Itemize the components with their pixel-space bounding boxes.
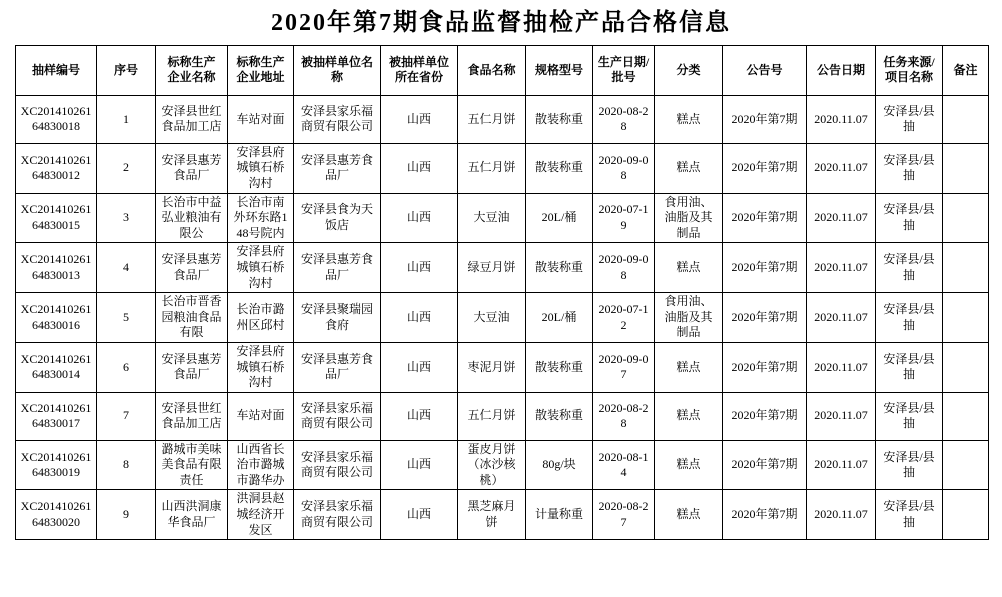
table-cell: 长治市南外环东路148号院内: [228, 193, 294, 243]
table-cell: 山西: [381, 193, 458, 243]
table-cell: 2: [97, 143, 156, 193]
page-title: 2020年第7期食品监督抽检产品合格信息: [271, 10, 731, 36]
table-row: [16, 293, 989, 343]
table-cell: XC20141026164830020: [16, 490, 97, 540]
table-cell: [943, 193, 989, 243]
table-cell: 洪洞县赵城经济开发区: [228, 490, 294, 540]
column-header-producer-name: 标称生产企业名称: [156, 45, 228, 95]
table-cell: 2020年第7期: [723, 490, 807, 540]
table-cell: XC20141026164830014: [16, 342, 97, 392]
table-cell: 安泽县/县抽: [876, 193, 943, 243]
table-cell: XC20141026164830018: [16, 95, 97, 143]
column-header-sampled-unit: 被抽样单位名称: [294, 45, 381, 95]
table-cell: 散装称重: [526, 143, 593, 193]
table-cell: 山西: [381, 342, 458, 392]
table-row: [16, 440, 989, 490]
table-row: [16, 243, 989, 293]
column-header-category: 分类: [655, 45, 723, 95]
table-cell: 糕点: [655, 95, 723, 143]
table-cell: 安泽县家乐福商贸有限公司: [294, 440, 381, 490]
table-cell: 安泽县/县抽: [876, 440, 943, 490]
table-cell: 糕点: [655, 143, 723, 193]
column-header-province: 被抽样单位所在省份: [381, 45, 458, 95]
table-cell: 2020年第7期: [723, 95, 807, 143]
table-cell: 车站对面: [228, 392, 294, 440]
table-cell: [943, 342, 989, 392]
table-cell: 绿豆月饼: [458, 243, 526, 293]
table-cell: 2020年第7期: [723, 342, 807, 392]
table-cell: 2020-08-28: [593, 392, 655, 440]
table-cell: 2020-09-08: [593, 243, 655, 293]
table-cell: 散装称重: [526, 392, 593, 440]
table-cell: 安泽县/县抽: [876, 243, 943, 293]
table-cell: 安泽县世红食品加工店: [156, 392, 228, 440]
column-header-serial-number: 序号: [97, 45, 156, 95]
table-cell: 五仁月饼: [458, 143, 526, 193]
column-header-announcement-no: 公告号: [723, 45, 807, 95]
table-row: [16, 392, 989, 440]
table-cell: 2020.11.07: [807, 342, 876, 392]
column-header-spec-model: 规格型号: [526, 45, 593, 95]
table-cell: 车站对面: [228, 95, 294, 143]
table-cell: 安泽县惠芳食品厂: [294, 342, 381, 392]
table-cell: 大豆油: [458, 293, 526, 343]
table-cell: 山西: [381, 490, 458, 540]
table-cell: 4: [97, 243, 156, 293]
table-cell: 散装称重: [526, 243, 593, 293]
table-cell: 安泽县/县抽: [876, 293, 943, 343]
table-cell: 蛋皮月饼（冰沙核桃）: [458, 440, 526, 490]
table-cell: 安泽县/县抽: [876, 143, 943, 193]
table-cell: 2020.11.07: [807, 293, 876, 343]
table-cell: XC20141026164830013: [16, 243, 97, 293]
table-cell: 安泽县惠芳食品厂: [294, 143, 381, 193]
table-cell: XC20141026164830019: [16, 440, 97, 490]
table-cell: 2020.11.07: [807, 243, 876, 293]
column-header-producer-address: 标称生产企业地址: [228, 45, 294, 95]
table-row: [16, 193, 989, 243]
column-header-food-name: 食品名称: [458, 45, 526, 95]
header-row: [16, 45, 989, 95]
table-cell: 安泽县府城镇石桥沟村: [228, 143, 294, 193]
table-cell: 五仁月饼: [458, 392, 526, 440]
table-cell: 2020-08-27: [593, 490, 655, 540]
table-cell: 20L/桶: [526, 193, 593, 243]
table-cell: XC20141026164830017: [16, 392, 97, 440]
table-cell: 2020-09-08: [593, 143, 655, 193]
table-cell: 3: [97, 193, 156, 243]
table-cell: 食用油、油脂及其制品: [655, 293, 723, 343]
table-cell: XC20141026164830012: [16, 143, 97, 193]
table-row: [16, 95, 989, 143]
table-cell: 长治市中益弘业粮油有限公: [156, 193, 228, 243]
table-cell: 2020-08-14: [593, 440, 655, 490]
table-cell: 山西: [381, 243, 458, 293]
table-cell: 黑芝麻月饼: [458, 490, 526, 540]
table-cell: 计量称重: [526, 490, 593, 540]
table-cell: [943, 143, 989, 193]
column-header-task-source: 任务来源/项目名称: [876, 45, 943, 95]
table-cell: 食用油、油脂及其制品: [655, 193, 723, 243]
column-header-production-date: 生产日期/批号: [593, 45, 655, 95]
table-cell: 安泽县府城镇石桥沟村: [228, 342, 294, 392]
table-cell: 糕点: [655, 243, 723, 293]
table-cell: 安泽县世红食品加工店: [156, 95, 228, 143]
table-cell: 枣泥月饼: [458, 342, 526, 392]
column-header-announcement-date: 公告日期: [807, 45, 876, 95]
table-header: [16, 45, 989, 95]
table-cell: 2020年第7期: [723, 293, 807, 343]
table-cell: 5: [97, 293, 156, 343]
column-header-sample-id: 抽样编号: [16, 45, 97, 95]
table-cell: 山西: [381, 143, 458, 193]
table-cell: 潞城市美味美食品有限责任: [156, 440, 228, 490]
table-cell: 2020.11.07: [807, 490, 876, 540]
table-cell: 9: [97, 490, 156, 540]
table-cell: 山西: [381, 392, 458, 440]
table-cell: 2020年第7期: [723, 143, 807, 193]
table-row: [16, 143, 989, 193]
table-cell: 散装称重: [526, 95, 593, 143]
table-cell: 长治市潞州区邱村: [228, 293, 294, 343]
inspection-results-table: [15, 45, 989, 540]
table-cell: 安泽县惠芳食品厂: [156, 342, 228, 392]
table-cell: 安泽县府城镇石桥沟村: [228, 243, 294, 293]
table-cell: XC20141026164830015: [16, 193, 97, 243]
table-cell: [943, 490, 989, 540]
table-cell: 安泽县家乐福商贸有限公司: [294, 392, 381, 440]
table-cell: [943, 293, 989, 343]
table-cell: 6: [97, 342, 156, 392]
table-row: [16, 342, 989, 392]
table-cell: [943, 440, 989, 490]
table-cell: 安泽县聚瑞园食府: [294, 293, 381, 343]
table-cell: 糕点: [655, 342, 723, 392]
table-cell: 安泽县/县抽: [876, 392, 943, 440]
table-cell: 1: [97, 95, 156, 143]
table-cell: 长治市晋香园粮油食品有限: [156, 293, 228, 343]
table-cell: 安泽县家乐福商贸有限公司: [294, 490, 381, 540]
table-cell: 2020年第7期: [723, 440, 807, 490]
table-cell: 2020年第7期: [723, 193, 807, 243]
table-cell: 五仁月饼: [458, 95, 526, 143]
table-cell: 山西省长治市潞城市潞华办: [228, 440, 294, 490]
table-cell: 7: [97, 392, 156, 440]
table-cell: 大豆油: [458, 193, 526, 243]
table-cell: 2020.11.07: [807, 193, 876, 243]
table-cell: 2020-07-12: [593, 293, 655, 343]
table-cell: 安泽县家乐福商贸有限公司: [294, 95, 381, 143]
table-cell: 安泽县/县抽: [876, 490, 943, 540]
table-cell: 2020-08-28: [593, 95, 655, 143]
table-cell: 山西: [381, 293, 458, 343]
table-cell: 糕点: [655, 392, 723, 440]
table-cell: 糕点: [655, 490, 723, 540]
table-cell: 2020-09-07: [593, 342, 655, 392]
table-row: [16, 490, 989, 540]
table-cell: 2020.11.07: [807, 392, 876, 440]
table-cell: 山西洪洞康华食品厂: [156, 490, 228, 540]
table-cell: 2020.11.07: [807, 440, 876, 490]
table-cell: 2020年第7期: [723, 392, 807, 440]
table-cell: [943, 95, 989, 143]
table-cell: 安泽县惠芳食品厂: [294, 243, 381, 293]
table-cell: 2020.11.07: [807, 143, 876, 193]
table-cell: 8: [97, 440, 156, 490]
table-cell: 安泽县惠芳食品厂: [156, 243, 228, 293]
table-cell: 安泽县/县抽: [876, 342, 943, 392]
table-cell: 糕点: [655, 440, 723, 490]
table-cell: 80g/块: [526, 440, 593, 490]
table-cell: 安泽县惠芳食品厂: [156, 143, 228, 193]
table-cell: 山西: [381, 440, 458, 490]
table-cell: 20L/桶: [526, 293, 593, 343]
table-cell: 2020-07-19: [593, 193, 655, 243]
table-cell: 2020.11.07: [807, 95, 876, 143]
table-cell: [943, 392, 989, 440]
table-cell: 山西: [381, 95, 458, 143]
table-cell: 散装称重: [526, 342, 593, 392]
table-cell: 安泽县/县抽: [876, 95, 943, 143]
table-body: [16, 95, 989, 539]
table-cell: XC20141026164830016: [16, 293, 97, 343]
column-header-remarks: 备注: [943, 45, 989, 95]
table-cell: 2020年第7期: [723, 243, 807, 293]
table-cell: [943, 243, 989, 293]
table-cell: 安泽县食为天饭店: [294, 193, 381, 243]
